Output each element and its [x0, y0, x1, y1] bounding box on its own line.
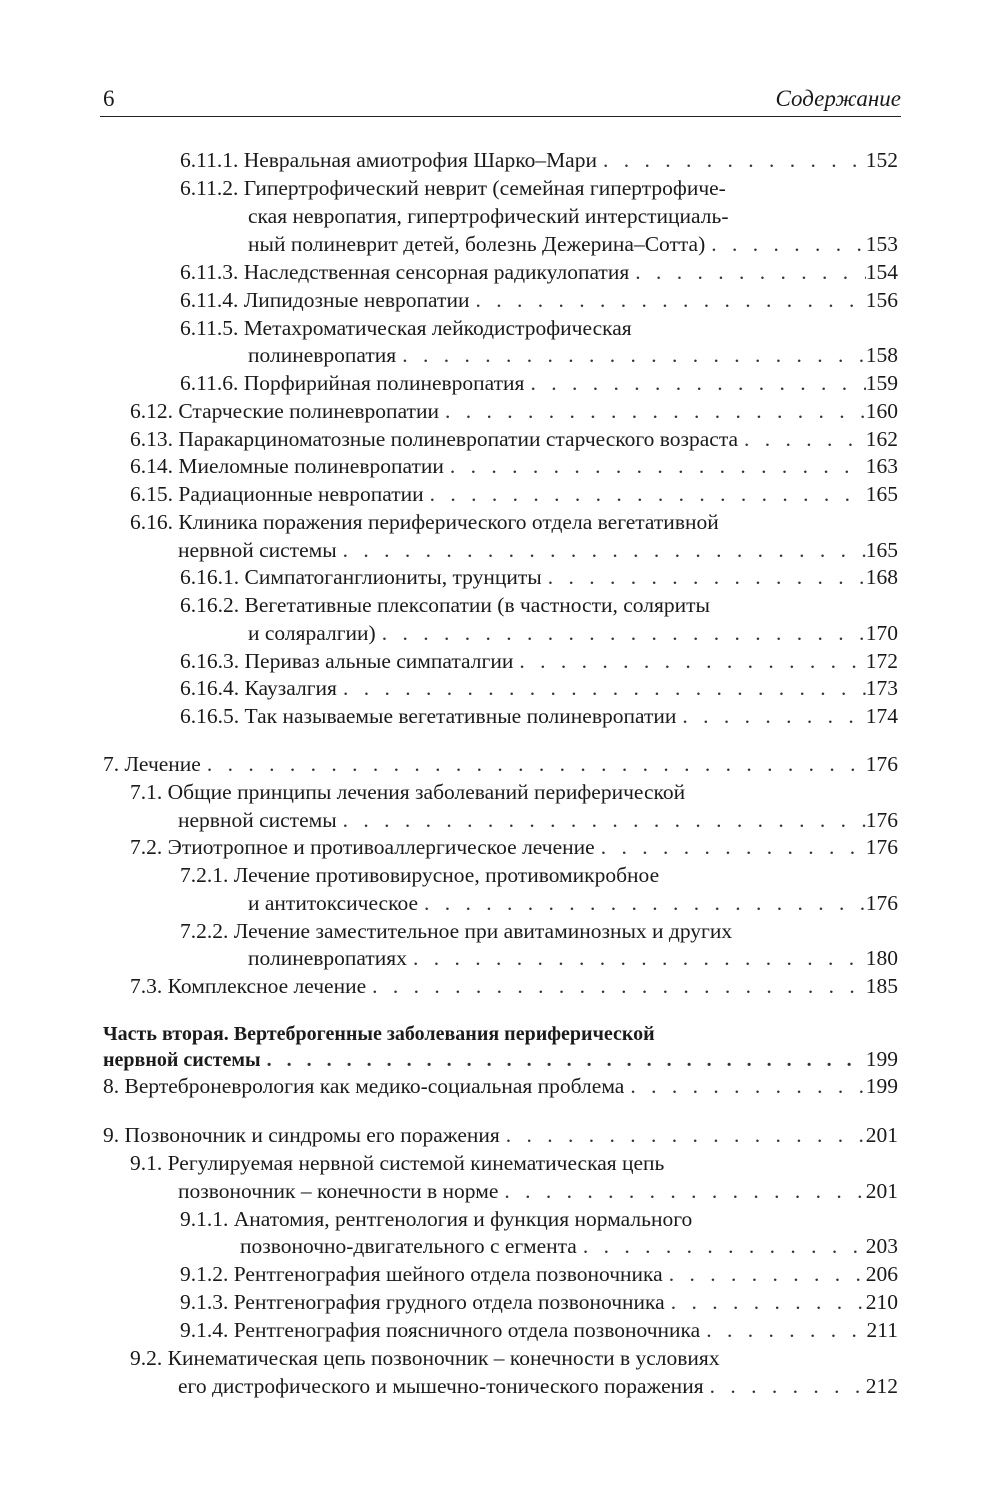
toc-entry-continuation: ская невропатия, гипертрофический интерстициаль-	[248, 204, 729, 228]
toc-entry-continuation[interactable]: полиневропатиях . . . 180	[248, 944, 898, 972]
toc-entry[interactable]: 9.1.2. Рентгенография шейного отдела позвоночника . . . 206	[180, 1260, 898, 1288]
toc-entry[interactable]: 9.1. Регулируемая нервной системой кинематическая цепь	[130, 1151, 665, 1175]
toc-entry[interactable]: 6.13. Паракарциноматозные полиневропатии старческого возраста . . . 162	[130, 425, 898, 453]
running-header	[100, 86, 901, 117]
toc-entry[interactable]: 6.16.3. Периваз альные симпаталгии . . . 172	[180, 647, 898, 675]
toc-entry[interactable]: 7.1. Общие принципы лечения заболеваний периферической	[130, 780, 686, 804]
toc-entry-continuation[interactable]: ный полиневрит детей, болезнь Дежерина–Сотта) . . . 153	[248, 230, 898, 258]
toc-entry[interactable]: 8. Вертеброневрология как медико-социальная проблема . . . 199	[103, 1072, 898, 1100]
toc-entry[interactable]: 7.3. Комплексное лечение . . . 185	[130, 972, 898, 1000]
toc-entry[interactable]: 6.16.4. Каузалгия . . . 173	[180, 674, 898, 702]
toc-entry[interactable]: 6.11.2. Гипертрофический неврит (семейная гипертрофиче-	[180, 176, 726, 200]
toc-entry[interactable]: 6.14. Миеломные полиневропатии . . . 163	[130, 452, 898, 480]
toc-entry-continuation[interactable]: и соляралгии) . . . 170	[248, 619, 898, 647]
toc-entry[interactable]: 6.16.5. Так называемые вегетативные полиневропатии . . . 174	[180, 702, 898, 730]
part-heading-continuation[interactable]: нервной системы . . . 199	[103, 1046, 898, 1072]
toc-entry-continuation[interactable]: и антитоксическое . . . 176	[248, 889, 898, 917]
toc-entry[interactable]: 6.15. Радиационные невропатии . . . 165	[130, 480, 898, 508]
toc-entry-continuation[interactable]: позвоночно-двигательного с егмента . . . 203	[240, 1232, 898, 1260]
toc-entry[interactable]: 9.2. Кинематическая цепь позвоночник – конечности в условиях	[130, 1346, 720, 1370]
toc-entry[interactable]: 7.2. Этиотропное и противоаллергическое лечение . . . 176	[130, 833, 898, 861]
toc-entry[interactable]: 6.12. Старческие полиневропатии . . . 160	[130, 397, 898, 425]
toc-entry[interactable]: 6.11.4. Липидозные невропатии . . . 156	[180, 286, 898, 314]
toc-entry-continuation[interactable]: нервной системы . . . 165	[178, 536, 898, 564]
toc-entry[interactable]: 7. Лечение . . . 176	[103, 750, 898, 778]
toc-entry[interactable]: 6.11.6. Порфирийная полиневропатия . . . 159	[180, 369, 898, 397]
toc-entry[interactable]: 7.2.2. Лечение заместительное при авитаминозных и других	[180, 919, 733, 943]
toc-entry[interactable]: 6.16.2. Вегетативные плексопатии (в частности, соляриты	[180, 593, 710, 617]
toc-entry[interactable]: 9. Позвоночник и синдромы его поражения . . . 201	[103, 1121, 898, 1149]
toc-entry-continuation[interactable]: его дистрофического и мышечно-тонического поражения . . . 212	[178, 1372, 898, 1400]
toc-entry-continuation[interactable]: полиневропатия . . . 158	[248, 341, 898, 369]
toc-entry[interactable]: 9.1.1. Анатомия, рентгенология и функция нормального	[180, 1207, 693, 1231]
page-number: 6	[103, 86, 115, 111]
toc-entry[interactable]: 6.11.5. Метахроматическая лейкодистрофическая	[180, 316, 632, 340]
running-title: Содержание	[775, 86, 901, 111]
toc-entry[interactable]: 6.11.3. Наследственная сенсорная радикулопатия . . . 154	[180, 258, 898, 286]
toc-entry[interactable]: 9.1.3. Рентгенография грудного отдела позвоночника . . . 210	[180, 1288, 898, 1316]
toc-entry[interactable]: 9.1.4. Рентгенография поясничного отдела позвоночника . . . 211	[180, 1316, 898, 1344]
toc-entry[interactable]: 7.2.1. Лечение противовирусное, противомикробное	[180, 863, 660, 887]
part-heading[interactable]: Часть вторая. Вертеброгенные заболевания периферической	[103, 1023, 655, 1045]
toc-entry[interactable]: 6.16. Клиника поражения периферического отдела вегетативной	[130, 510, 719, 534]
toc-entry-continuation[interactable]: нервной системы . . . 176	[178, 806, 898, 834]
toc-entry-continuation[interactable]: позвоночник – конечности в норме . . . 201	[178, 1177, 898, 1205]
toc-entry[interactable]: 6.11.1. Невральная амиотрофия Шарко–Мари . . . 152	[180, 146, 898, 174]
toc-entry[interactable]: 6.16.1. Симпатоганглиониты, трунциты . . . 168	[180, 563, 898, 591]
